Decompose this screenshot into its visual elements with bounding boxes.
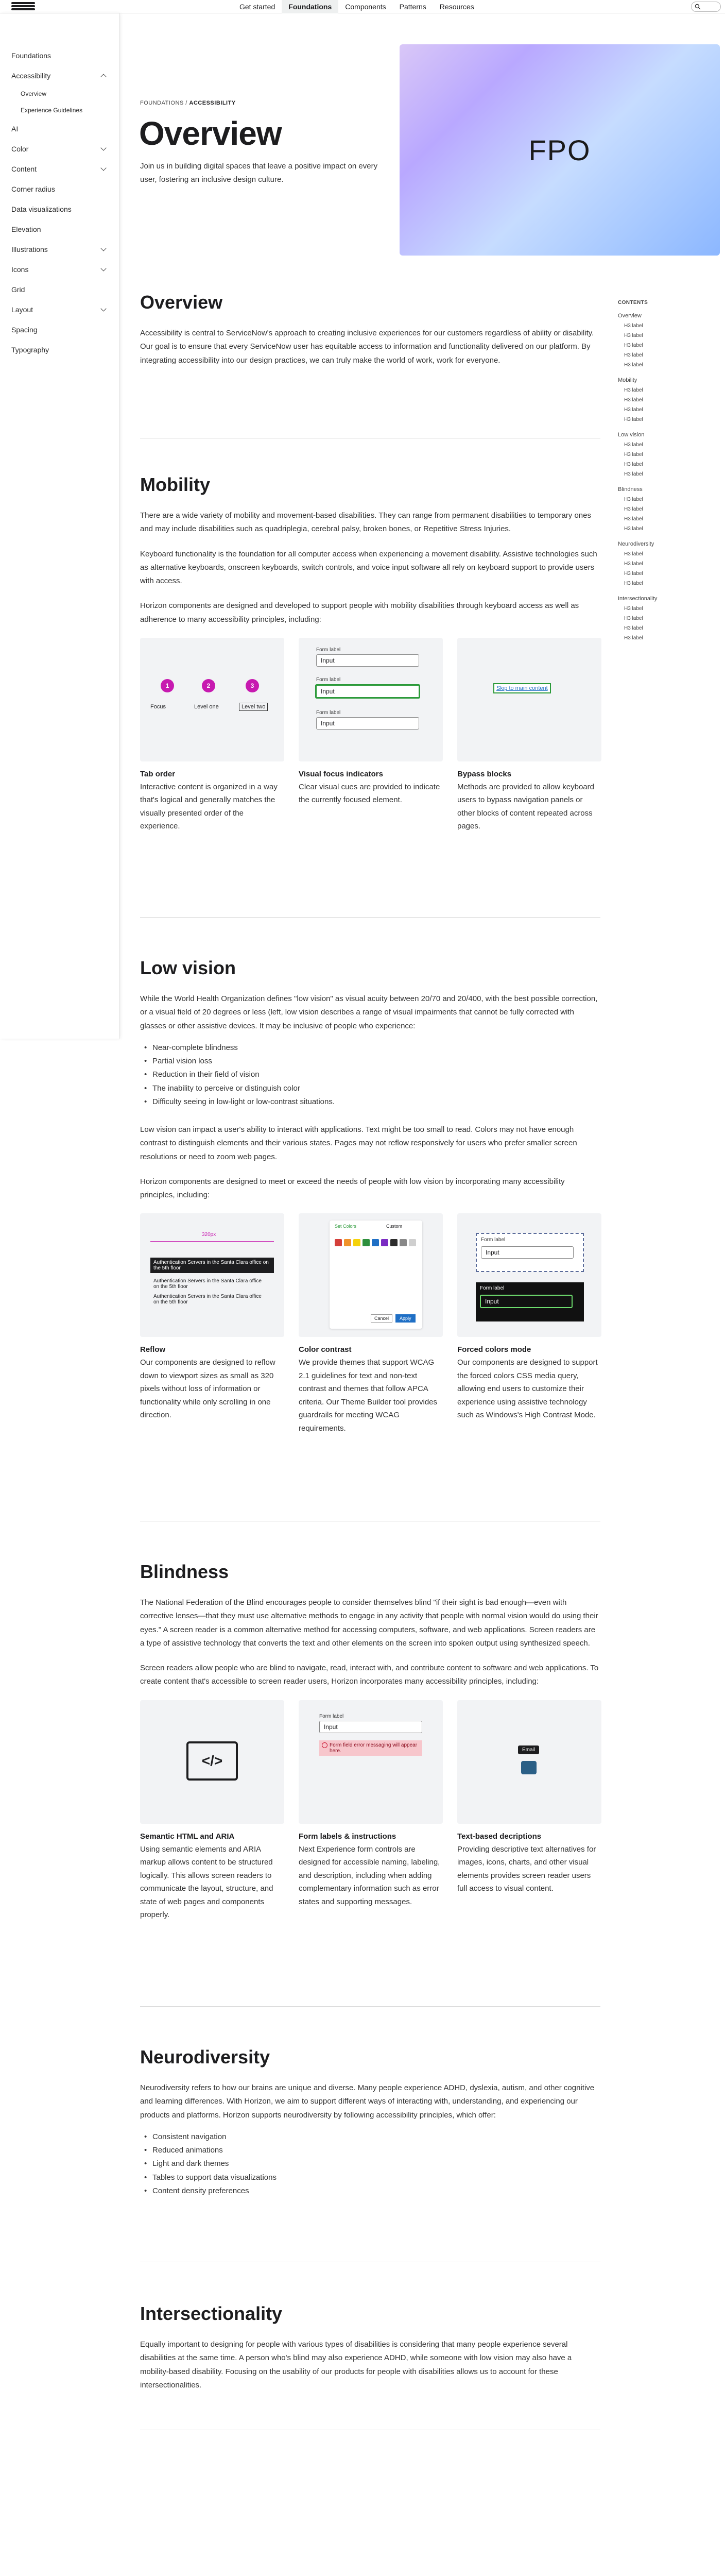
- color-swatch[interactable]: [409, 1239, 416, 1246]
- dark-mode-form: [476, 1282, 584, 1321]
- toc-sublink[interactable]: H3 label: [624, 417, 643, 422]
- toc-sublink[interactable]: H3 label: [624, 462, 643, 467]
- toc-sublink[interactable]: H3 label: [624, 407, 643, 413]
- toc-sublink[interactable]: H3 label: [624, 616, 643, 621]
- intersectionality-heading: Intersectionality: [140, 2303, 283, 2324]
- apply-button[interactable]: Apply: [395, 1314, 416, 1323]
- reflow-width-label: 320px: [202, 1232, 216, 1238]
- color-swatch[interactable]: [400, 1239, 407, 1246]
- overview-paragraph: Accessibility is central to ServiceNow's approach to creating inclusive experiences for our customers regardless of ability or disability. Our goal is to ensure that every ServiceNow user has equitable access to information and functionality delivered on our platform. By integrating accessibility into our design practices, we can truly make the world of work, work for everyone.: [140, 329, 594, 365]
- section-divider: [140, 917, 600, 918]
- card-title: Color contrast: [299, 1345, 352, 1354]
- sidebar-item[interactable]: [0, 199, 119, 219]
- form-label: Form label: [319, 1713, 344, 1719]
- list-item: • Content density preferences: [144, 2184, 600, 2198]
- tab-stop-label-level-one: Level one: [194, 703, 219, 710]
- color-swatch[interactable]: [372, 1239, 379, 1246]
- text-descriptions-illustration: [457, 1700, 601, 1824]
- search-icon: [695, 4, 701, 10]
- form-input[interactable]: Input: [319, 1721, 422, 1733]
- card-description: Providing descriptive text alternatives for images, icons, charts, and other visual elements provides screen reader users full access to visual content.: [457, 1844, 596, 1893]
- low-vision-list: [144, 1041, 600, 1109]
- form-label: Form label: [480, 1285, 505, 1292]
- top-nav-items: [233, 0, 481, 13]
- breadcrumb-current: ACCESSIBILITY: [189, 100, 236, 106]
- neurodiversity-heading: Neurodiversity: [140, 2046, 270, 2067]
- top-nav-foundations[interactable]: Foundations: [282, 0, 338, 13]
- sidebar-item-label: Elevation: [11, 225, 41, 233]
- form-input[interactable]: Input: [316, 717, 419, 730]
- toc-sublink[interactable]: H3 label: [624, 343, 643, 348]
- light-mode-form: [476, 1233, 584, 1272]
- hero-image-placeholder-text: FPO: [528, 133, 591, 166]
- card-title: Semantic HTML and ARIA: [140, 1832, 235, 1841]
- reflow-width-marker: [150, 1241, 274, 1242]
- sidebar-item[interactable]: [0, 86, 119, 102]
- list-item: • Partial vision loss: [144, 1055, 600, 1068]
- mobility-heading: Mobility: [140, 474, 210, 495]
- card-description: Our components are designed to support the forced colors CSS media query, allowing end users to customize their experience using assistive technology such as Windows's High Contrast Mode.: [457, 1358, 598, 1420]
- low-vision-heading: Low vision: [140, 957, 236, 978]
- top-navigation: [0, 0, 725, 13]
- form-input[interactable]: Input: [480, 1295, 573, 1308]
- sidebar-item[interactable]: [0, 118, 119, 139]
- intersectionality-section: [140, 2303, 600, 2403]
- neurodiversity-section: [140, 2046, 600, 2212]
- card-title: Form labels & instructions: [299, 1832, 396, 1841]
- sidebar-item[interactable]: [0, 239, 119, 259]
- sidebar-item[interactable]: [0, 45, 119, 65]
- card-description: Using semantic elements and ARIA markup allows content to be structured logically. This allows screen readers to communicate the layout, structure, and state of web pages and components properly.: [140, 1844, 273, 1919]
- sidebar-item-label: Data visualizations: [11, 205, 72, 213]
- left-navigation: [0, 13, 119, 1039]
- sidebar-item-label: Experience Guidelines: [21, 107, 83, 114]
- toc-sublink[interactable]: H3 label: [624, 323, 643, 329]
- overview-section: [140, 292, 600, 379]
- page-subtitle: Join us in building digital spaces that leave a positive impact on every user, fostering an inclusive design culture.: [140, 162, 378, 184]
- card-color-contrast: [299, 1213, 443, 1435]
- chevron-down-icon[interactable]: [100, 306, 106, 311]
- brand-logo[interactable]: [11, 1, 35, 12]
- top-nav-get-started[interactable]: Get started: [239, 3, 275, 11]
- sidebar-item[interactable]: [0, 319, 119, 340]
- form-input[interactable]: Input: [481, 1246, 574, 1259]
- top-nav-patterns[interactable]: Patterns: [399, 3, 426, 11]
- card-semantic-html: [140, 1700, 284, 1922]
- card-tab-order: [140, 638, 284, 833]
- cancel-button[interactable]: Cancel: [371, 1314, 392, 1323]
- toc-sublink[interactable]: H3 label: [624, 352, 643, 358]
- focused-form-input[interactable]: Input: [315, 684, 420, 699]
- list-item: • Tables to support data visualizations: [144, 2171, 600, 2184]
- blindness-heading: Blindness: [140, 1561, 229, 1582]
- blindness-paragraph-2: Screen readers allow people who are blind to navigate, read, interact with, and contribute content to software and web applications. To create content that's accessible to screen reader users, Horizon incorporates many accessibility principles, including:: [140, 1664, 599, 1686]
- skip-to-main-content-link[interactable]: Skip to main content: [493, 683, 551, 693]
- breadcrumb: [140, 100, 236, 106]
- tab-stop-label-focus: Focus: [150, 703, 166, 710]
- sidebar-item-label: Spacing: [11, 325, 38, 334]
- list-item: • Consistent navigation: [144, 2130, 600, 2144]
- blindness-cards: [140, 1700, 600, 1922]
- toc-sublink[interactable]: H3 label: [624, 387, 643, 393]
- form-label: Form label: [481, 1237, 506, 1243]
- card-description: Clear visual cues are provided to indicate the currently focused element.: [299, 782, 440, 805]
- low-vision-paragraph-2: Low vision can impact a user's ability to interact with applications. Text might be too small to read. Colors may not have enough contrast to distinguish elements and their various states. Pages may not reflow responsively for users who prefer smaller screen resolutions or need to zoom web pages.: [140, 1125, 577, 1161]
- card-description: Next Experience form controls are designed for accessible naming, labeling, and description, including when adding complementary information such as error states and supporting messages.: [299, 1844, 440, 1906]
- toc-sublink[interactable]: H3 label: [624, 606, 643, 612]
- low-vision-section: [140, 957, 600, 1435]
- bypass-blocks-illustration: [457, 638, 601, 761]
- toc-link[interactable]: Neurodiversity: [618, 541, 654, 547]
- card-bypass-blocks: [457, 638, 601, 833]
- form-label: Form label: [316, 676, 341, 683]
- sidebar-item-label: Illustrations: [11, 245, 48, 253]
- breadcrumb-parent[interactable]: FOUNDATIONS: [140, 100, 184, 106]
- toc-sublink[interactable]: H3 label: [624, 506, 643, 512]
- mobility-paragraph-2: Keyboard functionality is the foundation for all computer access when experiencing a movement disability. Assistive technologies such as alternative keyboards, onscreen keyboards, switch controls, and voice input software all rely on keyboard support to provide users with access.: [140, 549, 597, 585]
- form-label: Form label: [316, 647, 341, 653]
- card-title: Visual focus indicators: [299, 769, 383, 778]
- card-title: Reflow: [140, 1345, 166, 1354]
- tab-custom[interactable]: Custom: [386, 1224, 403, 1229]
- tab-stop-1: 1: [161, 679, 174, 692]
- email-icon[interactable]: [521, 1761, 537, 1774]
- error-message-text: Form field error messaging will appear here.: [330, 1742, 418, 1754]
- theme-builder-panel: [330, 1221, 422, 1329]
- chevron-up-icon[interactable]: [100, 74, 106, 79]
- sidebar-item-label: Grid: [11, 285, 25, 294]
- tab-stop-label-level-two: Level two: [239, 703, 268, 711]
- card-title: Text-based decriptions: [457, 1832, 542, 1841]
- sidebar-item[interactable]: [0, 179, 119, 199]
- sidebar-item-label: Content: [11, 164, 37, 173]
- card-description: Methods are provided to allow keyboard users to bypass navigation panels or other blocks of content repeated across pages.: [457, 782, 594, 831]
- sidebar-item[interactable]: [0, 219, 119, 239]
- toc-sublink[interactable]: H3 label: [624, 333, 643, 338]
- toc-sublink[interactable]: H3 label: [624, 362, 643, 368]
- card-description: We provide themes that support WCAG 2.1 guidelines for text and non-text contrast and themes that follow APCA criteria. Our Theme Builder tool provides guardrails for meeting WCAG requirements.: [299, 1358, 438, 1433]
- sidebar-item[interactable]: [0, 139, 119, 159]
- card-visual-focus-indicators: [299, 638, 443, 833]
- focus-indicator-illustration: [299, 638, 443, 761]
- color-swatch[interactable]: [353, 1239, 360, 1246]
- mobility-section: [140, 474, 600, 833]
- toc-sublink[interactable]: H3 label: [624, 516, 643, 522]
- blindness-section: [140, 1561, 600, 1922]
- sidebar-item[interactable]: [0, 102, 119, 118]
- overview-heading: Overview: [140, 292, 223, 313]
- card-text-descriptions: [457, 1700, 601, 1922]
- color-swatch[interactable]: [335, 1239, 342, 1246]
- sidebar-item-label: AI: [11, 124, 19, 133]
- sidebar-item-label: Icons: [11, 265, 29, 274]
- toc-sublink[interactable]: H3 label: [624, 452, 643, 457]
- neurodiversity-paragraph: Neurodiversity refers to how our brains are unique and diverse. Many people experience ADHD, dyslexia, autism, and other cognitive and learning differences. With Horizon, we aim to support different ways of interacting with, understanding, and experiencing our products and platforms. Horizon supports neurodiversity by following accessibility principles, which offer:: [140, 2083, 595, 2120]
- toc-sublink[interactable]: H3 label: [624, 442, 643, 448]
- breadcrumb-separator: /: [183, 100, 189, 106]
- sidebar-item[interactable]: [0, 259, 119, 279]
- toc-sublink[interactable]: H3 label: [624, 551, 643, 557]
- reflow-list-item: Authentication Servers in the Santa Clara office on the 5th floor: [153, 1294, 262, 1306]
- color-swatch[interactable]: [344, 1239, 351, 1246]
- mobility-cards: [140, 638, 600, 833]
- toc-sublink[interactable]: H3 label: [624, 635, 643, 641]
- top-nav-resources[interactable]: Resources: [439, 3, 474, 11]
- search-input[interactable]: [691, 2, 721, 12]
- list-item: • Reduced animations: [144, 2144, 600, 2157]
- page-title: Overview: [139, 115, 282, 152]
- chevron-down-icon[interactable]: [100, 265, 106, 271]
- toc-sublink[interactable]: H3 label: [624, 561, 643, 567]
- toc-link[interactable]: Mobility: [618, 377, 637, 383]
- toc-sublink[interactable]: H3 label: [624, 581, 643, 586]
- form-labels-illustration: [299, 1700, 443, 1824]
- card-title: Bypass blocks: [457, 769, 512, 778]
- sidebar-item[interactable]: [0, 340, 119, 360]
- reflow-tooltip: Authentication Servers in the Santa Clara office on the 5th floor: [150, 1258, 274, 1273]
- reflow-list-item: Authentication Servers in the Santa Clara office on the 5th floor: [153, 1278, 262, 1290]
- table-of-contents: [618, 300, 659, 650]
- sidebar-item-label: Corner radius: [11, 184, 55, 193]
- card-title: Tab order: [140, 769, 176, 778]
- sidebar-item-label: Layout: [11, 305, 33, 314]
- toc-sublink[interactable]: H3 label: [624, 625, 643, 631]
- toc-link[interactable]: Blindness: [618, 486, 643, 493]
- sidebar-item-label: Typography: [11, 345, 49, 354]
- low-vision-paragraph-1: While the World Health Organization defines "low vision" as visual acuity between 20/70 and 20/400, with the best possible correction, or a visual field of 20 degrees or less (left, low vision describes a range of visual impairments that cannot be fully corrected with glasses or other assistive devices. It may be inclusive of people who experience:: [140, 994, 598, 1030]
- card-reflow: [140, 1213, 284, 1435]
- mobility-paragraph-1: There are a wide variety of mobility and movement-based disabilities. They can range from permanent disabilities to temporary ones and may include disabilities such as quadriplegia, cerebral palsy, broken bones, or Repetitive Stress Injuries.: [140, 511, 591, 534]
- sidebar-item[interactable]: [0, 299, 119, 319]
- sidebar-item[interactable]: [0, 279, 119, 299]
- toc-sublink[interactable]: H3 label: [624, 497, 643, 502]
- section-divider: [140, 2006, 600, 2007]
- sidebar-item-label: Color: [11, 144, 29, 153]
- list-item: • Near-complete blindness: [144, 1041, 600, 1055]
- tab-set-colors[interactable]: Set Colors: [335, 1224, 357, 1229]
- card-description: Our components are designed to reflow down to viewport sizes as small as 320 pixels without loss of information or functionality while only scrolling in one direction.: [140, 1358, 275, 1420]
- sidebar-item-label: Foundations: [11, 51, 51, 60]
- form-label: Form label: [316, 709, 341, 716]
- toc-link[interactable]: Intersectionality: [618, 596, 658, 602]
- card-description: Interactive content is organized in a way that's logical and generally matches the visually presented order of the experience.: [140, 782, 278, 831]
- form-input[interactable]: Input: [316, 654, 419, 667]
- list-item: • Reduction in their field of vision: [144, 1068, 600, 1081]
- list-item: • Difficulty seeing in low-light or low-contrast situations.: [144, 1095, 600, 1109]
- list-item: • The inability to perceive or distinguish color: [144, 1082, 600, 1095]
- card-form-labels: [299, 1700, 443, 1922]
- sidebar-item[interactable]: [0, 65, 119, 86]
- low-vision-cards: [140, 1213, 600, 1435]
- sidebar-item[interactable]: [0, 159, 119, 179]
- card-forced-colors-mode: [457, 1213, 601, 1435]
- toc-heading: CONTENTS: [618, 300, 648, 306]
- error-message: [319, 1740, 422, 1756]
- hero-image: [400, 44, 720, 256]
- tab-stop-2: 2: [202, 679, 215, 692]
- tooltip: Email: [518, 1745, 539, 1754]
- blindness-paragraph-1: The National Federation of the Blind encourages people to consider themselves blind "if their sight is bad enough—even with corrective lenses—that they must use alternative methods to engage in any activity that people with normal vision would do using their eyes." A screen reader is a common alternative method for accessing computers, software, and web applications. Screen readers are a type of assistive technology that converts the text and other elements on the screen into spoken output using synthesized speech.: [140, 1598, 598, 1648]
- toc-sublink[interactable]: H3 label: [624, 526, 643, 532]
- tab-stop-3: 3: [246, 679, 259, 692]
- chevron-down-icon[interactable]: [100, 145, 106, 150]
- toc-link[interactable]: Low vision: [618, 432, 645, 438]
- color-swatch[interactable]: [362, 1239, 370, 1246]
- code-icon: </>: [186, 1741, 238, 1781]
- tab-order-illustration: [140, 638, 284, 761]
- sidebar-item-label: Overview: [21, 90, 47, 97]
- color-contrast-illustration: [299, 1213, 443, 1337]
- sidebar-item-label: Accessibility: [11, 71, 51, 80]
- card-title: Forced colors mode: [457, 1345, 531, 1354]
- reflow-illustration: [140, 1213, 284, 1337]
- list-item: • Light and dark themes: [144, 2157, 600, 2171]
- mobility-paragraph-3: Horizon components are designed and developed to support people with mobility disabilities through keyboard access as well as adherence to many accessibility principles, including:: [140, 601, 579, 624]
- toc-sublink[interactable]: H3 label: [624, 571, 643, 577]
- color-swatches: [335, 1239, 417, 1246]
- top-nav-components[interactable]: Components: [345, 3, 386, 11]
- intersectionality-paragraph: Equally important to designing for people with various types of disabilities is considering that many people experience several disabilities at the same time. A person who's blind may also experience ADHD, while someone with low vision may also have a mobility-based disability. Focusing on the usability of our products for people with disabilities allows us to account for these intersectionalities.: [140, 2340, 572, 2389]
- color-swatch[interactable]: [390, 1239, 398, 1246]
- chevron-down-icon[interactable]: [100, 245, 106, 251]
- toc-sublink[interactable]: H3 label: [624, 397, 643, 403]
- toc-sublink[interactable]: H3 label: [624, 471, 643, 477]
- forced-colors-illustration: [457, 1213, 601, 1337]
- color-swatch[interactable]: [381, 1239, 388, 1246]
- neurodiversity-list: [144, 2130, 600, 2198]
- chevron-down-icon[interactable]: [100, 165, 106, 171]
- low-vision-paragraph-3: Horizon components are designed to meet or exceed the needs of people with low vision by incorporating many accessibility principles, including:: [140, 1177, 565, 1199]
- semantic-html-illustration: [140, 1700, 284, 1824]
- error-icon: [322, 1742, 327, 1748]
- toc-link[interactable]: Overview: [618, 313, 642, 319]
